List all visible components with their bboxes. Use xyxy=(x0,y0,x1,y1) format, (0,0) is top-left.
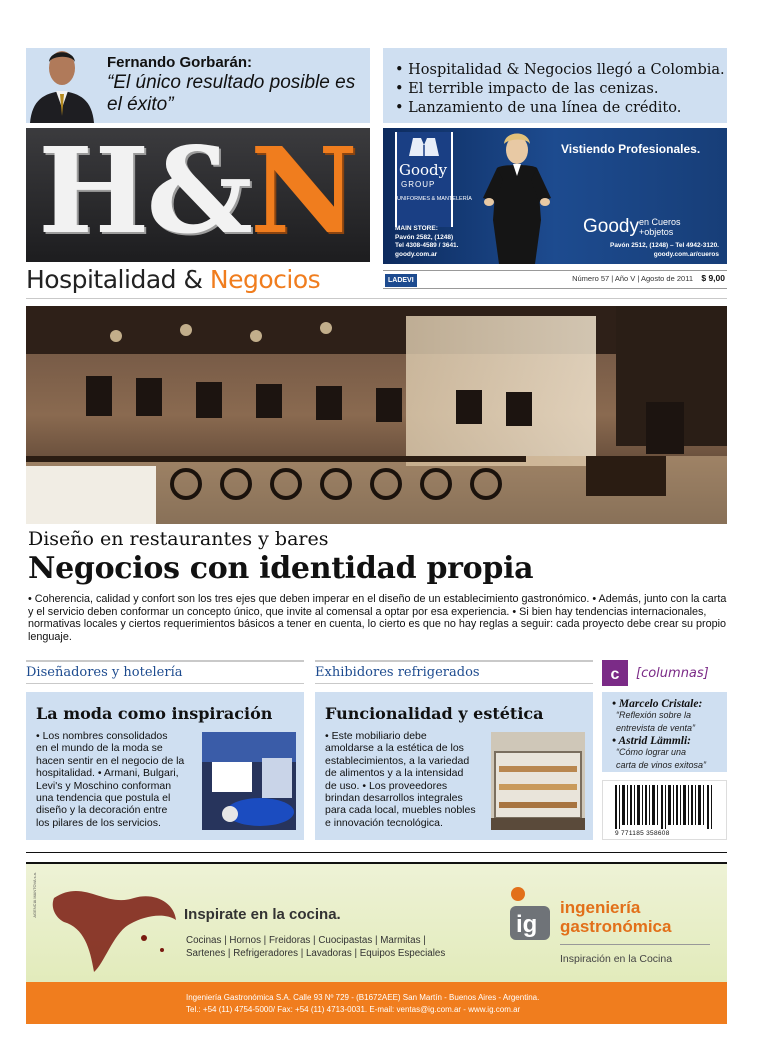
issue-meta: Número 57 | Año V | Agosto de 2011 xyxy=(572,274,693,283)
interview-quote: “El único resultado posible es el éxito” xyxy=(107,72,356,115)
article-line: hacen sentir en el negocio de la xyxy=(36,754,185,767)
section-head-designers[interactable]: Diseñadores y hotelería xyxy=(26,660,304,684)
ig-brand-line: gastronómica xyxy=(560,917,672,936)
goody-advertisement[interactable] xyxy=(383,128,727,264)
article-line: • Este mobiliario debe xyxy=(325,730,427,742)
restaurant-photo[interactable] xyxy=(26,306,727,524)
fashion-room-photo xyxy=(202,732,296,830)
article-line: Levi's y Moschino conforman xyxy=(36,779,172,792)
columnist-name[interactable]: • Astrid Lämmli: xyxy=(612,735,691,747)
goody-cueros-address xyxy=(583,242,719,259)
goody-store-link[interactable]: goody.com.ar xyxy=(395,250,438,258)
interviewee-photo xyxy=(26,38,98,123)
masthead-logo xyxy=(26,128,370,262)
goody-cueros-suffix-line: en Cueros xyxy=(639,217,681,227)
goody-cueros-address-line: Pavón 2512, (1248) – Tel 4942-3120. xyxy=(609,242,719,249)
article-line: establecimientos, a la variedad xyxy=(325,754,470,767)
columnist-name[interactable]: • Marcelo Cristale: xyxy=(612,698,703,710)
logo-ampersand: & xyxy=(146,128,251,260)
logo-letter-h: H xyxy=(38,128,147,260)
issue-price: $ 9,00 xyxy=(701,273,725,283)
ig-tagline: Inspiración en la Cocina xyxy=(560,953,673,965)
goody-store-line: MAIN STORE: xyxy=(395,225,438,232)
goody-store-line: Tel 4308-4589 / 3641. xyxy=(395,242,459,249)
ig-contact-info xyxy=(186,992,539,1016)
publisher-logo: LADEVI xyxy=(385,274,417,287)
article-line: para cada local, muebles nobles xyxy=(325,804,476,817)
masthead-title-part1: Hospitalidad & xyxy=(26,265,210,294)
issue-info-strip xyxy=(383,270,727,289)
goody-cueros-suffix-line: +objetos xyxy=(639,227,674,237)
article-body xyxy=(36,730,184,829)
goody-logo-text: Goody xyxy=(399,161,448,179)
article-body xyxy=(325,730,476,829)
columnas-label: [columnas] xyxy=(636,666,709,681)
highlight-item[interactable]: • El terrible impacto de las cenizas. xyxy=(395,81,659,97)
column-title-line: “Cómo lograr una xyxy=(616,747,687,757)
model-figure xyxy=(475,128,559,264)
column-title-line: carta de vinos exitosa” xyxy=(616,759,707,770)
article-line: • Los nombres consolidados xyxy=(36,730,168,742)
article-line: amoldarse a la estética de los xyxy=(325,742,464,755)
article-line: los pilares de los servicios. xyxy=(36,816,161,829)
highlight-item[interactable]: • Hospitalidad & Negocios llegó a Colombia. xyxy=(395,62,725,78)
article-line: brindan desarrollos integrales xyxy=(325,792,463,805)
article-line: de uso. • Los proveedores xyxy=(325,779,448,792)
article-box-fashion[interactable] xyxy=(26,692,304,840)
column-title-line: “Reflexión sobre la xyxy=(616,710,692,720)
barcode xyxy=(602,780,727,840)
goody-group-text: GROUP xyxy=(401,180,436,189)
article-box-refrigerated[interactable] xyxy=(315,692,593,840)
interview-teaser[interactable] xyxy=(26,48,370,123)
ig-brand-divider xyxy=(560,944,710,945)
goody-cueros-brand: Goody xyxy=(583,216,639,237)
highlights-box xyxy=(383,48,727,123)
goody-store-info xyxy=(395,225,458,259)
article-line: diseño y la decoración entre xyxy=(36,804,168,817)
goody-cueros-suffix xyxy=(639,217,681,237)
svg-text:ig: ig xyxy=(516,911,538,938)
divider xyxy=(26,298,727,299)
article-line: hospitalidad. • Armani, Bulgari, xyxy=(36,767,179,780)
section-head-refrigerated[interactable]: Exhibidores refrigerados xyxy=(315,660,593,684)
article-line: de alimentos y a la intensidad xyxy=(325,767,464,780)
ig-contact-line: Ingeniería Gastronómica S.A. Calle 93 Nº 729 - (B1672AEE) San Martín - Buenos Aires - Argentina. xyxy=(186,993,540,1002)
columnas-box xyxy=(602,692,727,772)
ig-product-line: Sartenes | Refrigeradores | Lavadoras | Equipos Especiales xyxy=(186,948,446,959)
masthead-title xyxy=(26,264,320,296)
column-title-line: entrevista de venta” xyxy=(616,722,696,733)
feature-lead: • Coherencia, calidad y confort son los tres ejes que deben imperar en el diseño de un establecimiento gastronómico. • Además, junto con la carta y el servicio deben conformar un concepto único, que invite al comensal a optar por esa experiencia. • Si bien hay tendencias internacionales, normativas locales y ciertos requerimientos básicos a tener en cuenta, lo cierto es que no hay reglas a seguir: cada proyecto debe crear su propio lenguaje. xyxy=(28,593,727,643)
divider xyxy=(26,852,727,853)
ig-ad-headline: Inspirate en la cocina. xyxy=(184,906,341,923)
goody-uniform-text: UNIFORMES & MANTELERÍA xyxy=(397,196,472,202)
goody-cueros-link[interactable]: goody.com.ar/cueros xyxy=(653,250,719,258)
barcode-bars xyxy=(615,785,715,829)
highlight-item[interactable]: • Lanzamiento de una línea de crédito. xyxy=(395,100,682,116)
logo-letter-n: N xyxy=(250,128,355,260)
columnas-header[interactable] xyxy=(602,660,727,686)
ig-product-list xyxy=(186,934,445,960)
interviewee-name: Fernando Gorbarán: xyxy=(107,54,253,71)
ig-logo-icon xyxy=(506,886,554,946)
article-line: una tendencia que postula el xyxy=(36,792,171,805)
logo-letters xyxy=(38,128,355,262)
vest-icon xyxy=(407,136,441,158)
goody-store-line: Pavón 2582, (1248) xyxy=(395,233,454,241)
ig-advertisement[interactable] xyxy=(26,862,727,1024)
article-title: Funcionalidad y estética xyxy=(325,704,544,723)
columnas-icon: c xyxy=(602,660,628,686)
barcode-number: 9 771185 358608 xyxy=(615,830,670,837)
article-line: e innovación tecnológica. xyxy=(325,816,443,829)
feature-headline[interactable]: Negocios con identidad propia xyxy=(28,551,534,586)
article-line: en el mundo de la moda se xyxy=(36,742,163,755)
ig-contact-link[interactable]: Tel.: +54 (11) 4754-5000/ Fax: +54 (11) 4713-0031. E-mail: ventas@ig.com.ar - www.ig.com.ar xyxy=(186,1005,521,1014)
display-case-photo xyxy=(491,732,585,830)
goody-slogan: Vistiendo Profesionales. xyxy=(561,142,701,156)
agency-credit: AGENCIA MANTOVA s.a. xyxy=(32,872,37,918)
article-title: La moda como inspiración xyxy=(36,704,273,723)
ig-product-line: Cocinas | Hornos | Freidoras | Cuocipastas | Marmitas | xyxy=(186,935,426,946)
ig-brand-name xyxy=(560,898,671,936)
sauce-splash-graphic xyxy=(44,868,184,978)
ig-brand-line: ingeniería xyxy=(560,898,641,917)
feature-kicker: Diseño en restaurantes y bares xyxy=(28,528,329,550)
masthead-title-part2: Negocios xyxy=(209,265,321,294)
